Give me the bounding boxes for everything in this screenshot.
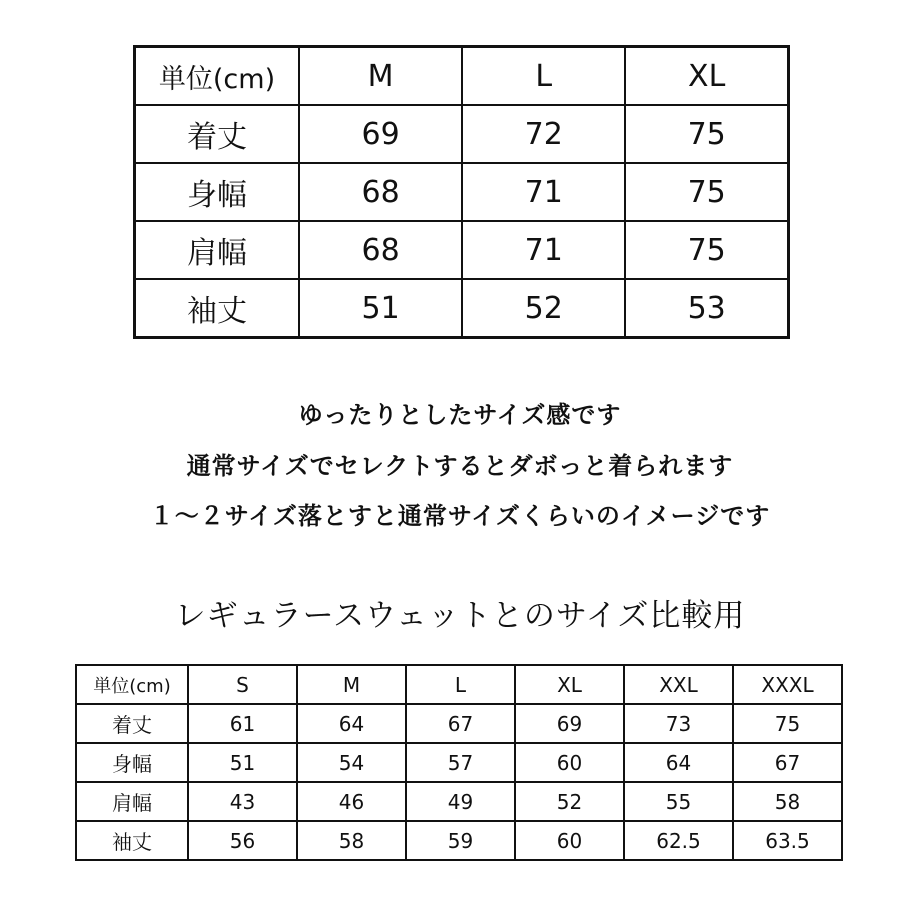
table-cell: 51: [188, 743, 297, 782]
table-row: [76, 821, 842, 860]
table-cell: 71: [462, 163, 625, 221]
table-cell: 75: [625, 105, 788, 163]
table-cell: 52: [515, 782, 624, 821]
table-cell: 59: [406, 821, 515, 860]
table-cell: 67: [733, 743, 842, 782]
table-cell: 62.5: [624, 821, 733, 860]
note-line: １～２サイズ落とすと通常サイズくらいのイメージです: [149, 502, 771, 530]
table-cell: 64: [624, 743, 733, 782]
size-header-xxxl: XXXL: [733, 665, 842, 704]
table-cell: 57: [406, 743, 515, 782]
table-row: [76, 743, 842, 782]
row-label: 身幅: [76, 743, 188, 782]
table-cell: 75: [625, 221, 788, 279]
table-cell: 49: [406, 782, 515, 821]
table-row: [135, 221, 789, 279]
table-cell: 71: [462, 221, 625, 279]
table-cell: 54: [297, 743, 406, 782]
table-cell: 75: [625, 163, 788, 221]
row-label: 身幅: [135, 163, 300, 221]
table-cell: 69: [515, 704, 624, 743]
size-table-header-row: [135, 47, 789, 106]
table-cell: 61: [188, 704, 297, 743]
unit-label: 単位(cm): [76, 665, 188, 704]
table-cell: 51: [299, 279, 462, 338]
table-cell: 52: [462, 279, 625, 338]
size-header-m: M: [297, 665, 406, 704]
table-cell: 46: [297, 782, 406, 821]
table-cell: 53: [625, 279, 788, 338]
size-header-l: L: [462, 47, 625, 106]
table-cell: 73: [624, 704, 733, 743]
table-row: [76, 704, 842, 743]
size-header-xl: XL: [515, 665, 624, 704]
table-cell: 69: [299, 105, 462, 163]
table-row: [135, 163, 789, 221]
table-cell: 68: [299, 163, 462, 221]
note-line: ゆったりとしたサイズ感です: [298, 401, 622, 429]
table-cell: 75: [733, 704, 842, 743]
size-header-m: M: [299, 47, 462, 106]
table-cell: 58: [297, 821, 406, 860]
table-cell: 64: [297, 704, 406, 743]
table-cell: 58: [733, 782, 842, 821]
comparison-header-row: [76, 665, 842, 704]
row-label: 肩幅: [135, 221, 300, 279]
row-label: 着丈: [76, 704, 188, 743]
size-header-l: L: [406, 665, 515, 704]
table-cell: 72: [462, 105, 625, 163]
size-table: [133, 45, 790, 339]
table-cell: 60: [515, 743, 624, 782]
table-row: [76, 782, 842, 821]
size-header-s: S: [188, 665, 297, 704]
table-row: [135, 105, 789, 163]
unit-label: 単位(cm): [135, 47, 300, 106]
table-cell: 60: [515, 821, 624, 860]
comparison-table: [75, 664, 843, 861]
table-row: [135, 279, 789, 338]
row-label: 肩幅: [76, 782, 188, 821]
table-cell: 63.5: [733, 821, 842, 860]
row-label: 着丈: [135, 105, 300, 163]
note-line: 通常サイズでセレクトするとダボっと着られます: [186, 452, 734, 480]
row-label: 袖丈: [135, 279, 300, 338]
table-cell: 55: [624, 782, 733, 821]
size-header-xl: XL: [625, 47, 788, 106]
table-cell: 67: [406, 704, 515, 743]
table-cell: 68: [299, 221, 462, 279]
size-header-xxl: XXL: [624, 665, 733, 704]
table-cell: 43: [188, 782, 297, 821]
comparison-title: レギュラースウェットとのサイズ比較用: [174, 598, 746, 634]
row-label: 袖丈: [76, 821, 188, 860]
table-cell: 56: [188, 821, 297, 860]
